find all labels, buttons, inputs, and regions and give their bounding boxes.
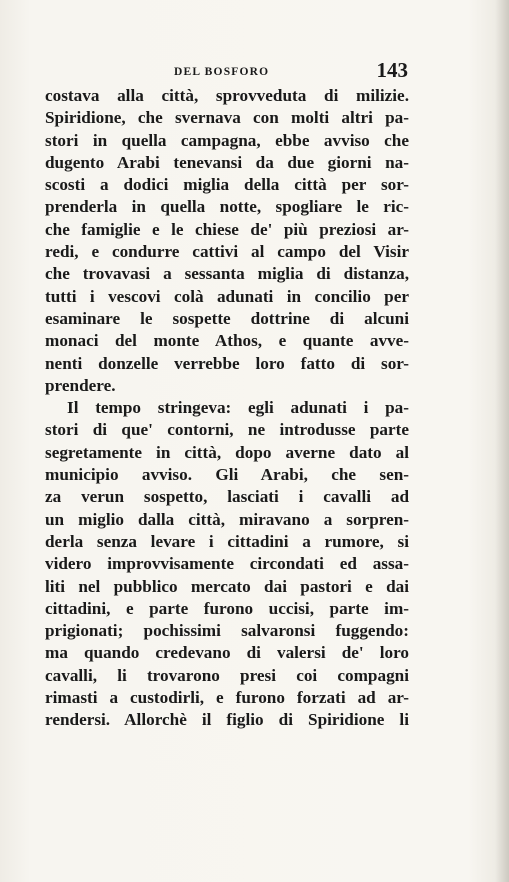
text-line: rendersi. Allorchè il figlio di Spiridione li xyxy=(45,710,409,730)
text-line: videro improvvisamente circondati ed assa- xyxy=(45,554,409,574)
text-line: stori in quella campagna, ebbe avviso che xyxy=(45,130,409,150)
text-line: cavalli, li trovarono presi coi compagni xyxy=(45,665,409,685)
text-line: nenti donzelle verrebbe loro fatto di sor- xyxy=(45,353,409,373)
text-line: Spiridione, che svernava con molti altri pa- xyxy=(45,108,409,128)
text-line: prigionati; pochissimi salvaronsi fuggendo: xyxy=(45,621,409,641)
text-line: che trovavasi a sessanta miglia di distanza, xyxy=(45,264,409,284)
text-line: redi, e condurre cattivi al campo del Visir xyxy=(45,242,409,262)
text-line: segretamente in città, dopo averne dato al xyxy=(45,442,409,462)
running-title: DEL BOSFORO xyxy=(174,66,270,78)
text-line: un miglio dalla città, miravano a sorpren- xyxy=(45,509,409,529)
text-line: rimasti a custodirli, e furono forzati ad ar- xyxy=(45,688,409,708)
body-text xyxy=(45,85,409,732)
text-line: monaci del monte Athos, e quante avve- xyxy=(45,331,409,351)
page-number: 143 xyxy=(376,58,408,82)
text-line: dugento Arabi tenevansi da due giorni na- xyxy=(45,152,409,172)
text-line: che famiglie e le chiese de' più preziosi ar- xyxy=(45,219,409,239)
text-line: liti nel pubblico mercato dai pastori e dai xyxy=(45,576,409,596)
text-line: tutti i vescovi colà adunati in concilio per xyxy=(45,286,409,306)
text-line: za verun sospetto, lasciati i cavalli ad xyxy=(45,487,409,507)
text-line: prendere. xyxy=(45,375,116,395)
text-line: cittadini, e parte furono uccisi, parte im- xyxy=(45,598,409,618)
text-line: prenderla in quella notte, spogliare le ric- xyxy=(45,197,409,217)
text-line: esaminare le sospette dottrine di alcuni xyxy=(45,308,409,328)
text-line: stori di que' contorni, ne introdusse parte xyxy=(45,420,409,440)
page-header xyxy=(46,60,408,86)
text-line: Il tempo stringeva: egli adunati i pa- xyxy=(67,398,409,418)
text-line: derla senza levare i cittadini a rumore, si xyxy=(45,531,409,551)
text-line: ma quando credevano di valersi de' loro xyxy=(45,643,409,663)
page-edge-shadow xyxy=(495,0,509,882)
text-line: costava alla città, sprovveduta di milizie. xyxy=(45,86,409,105)
text-line: scosti a dodici miglia della città per sor- xyxy=(45,175,409,195)
text-line: municipio avviso. Gli Arabi, che sen- xyxy=(45,465,409,485)
